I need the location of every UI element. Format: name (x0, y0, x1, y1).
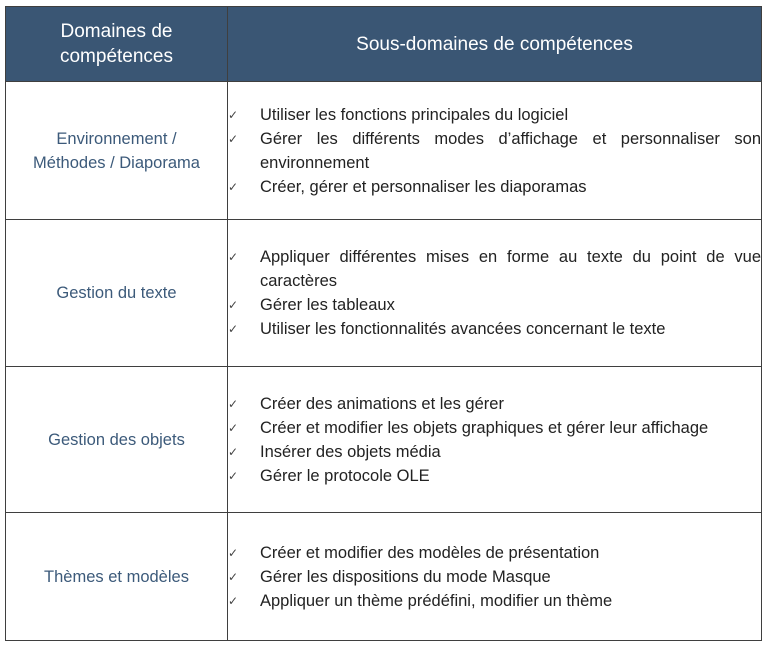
list-item (228, 541, 761, 565)
header-sous-domaines: Sous-domaines de compétences (228, 7, 762, 82)
domain-label-line2: Méthodes / Diaporama (33, 153, 200, 172)
list-item (228, 127, 761, 175)
check-icon: ✓ (228, 322, 239, 336)
subdomain-list (228, 103, 761, 199)
header-row (6, 7, 762, 82)
list-item-text: Utiliser les fonctions principales du logiciel (260, 105, 569, 124)
list-item (228, 464, 761, 488)
subdomain-cell (228, 82, 762, 220)
list-item-text: Gérer les dispositions du mode Masque (260, 567, 551, 586)
header-domaines-line2: compétences (59, 46, 173, 67)
list-item (228, 317, 761, 341)
table-row (6, 82, 762, 220)
list-item (228, 293, 761, 317)
domain-cell (6, 82, 228, 220)
domain-cell (6, 220, 228, 367)
domain-cell (6, 367, 228, 513)
table-row (6, 367, 762, 513)
subdomain-list (228, 392, 761, 488)
check-icon: ✓ (228, 569, 239, 584)
domain-label-line1: Thèmes et modèles (44, 567, 189, 586)
list-item (228, 245, 761, 293)
competences-table (5, 6, 762, 641)
check-icon: ✓ (228, 444, 239, 459)
subdomain-cell (228, 367, 762, 513)
subdomain-list (228, 245, 761, 341)
check-icon: ✓ (228, 107, 239, 122)
list-item (228, 103, 761, 127)
list-item-text: Insérer des objets média (260, 442, 441, 461)
domain-label-line1: Gestion du texte (56, 284, 177, 302)
list-item-text: Gérer les tableaux (260, 296, 395, 314)
list-item-text: Utiliser les fonctionnalités avancées concernant le texte (260, 320, 666, 338)
list-item-text: Appliquer un thème prédéfini, modifier un thème (260, 591, 613, 610)
check-icon: ✓ (228, 420, 239, 435)
list-item-text: Appliquer différentes mises en forme au texte du point de vue caractères (260, 248, 761, 290)
list-item (228, 440, 761, 464)
list-item-text: Créer et modifier des modèles de présentation (260, 543, 600, 562)
domain-label-line1: Environnement / (56, 129, 177, 148)
check-icon: ✓ (228, 396, 239, 411)
check-icon: ✓ (228, 298, 239, 312)
list-item-text: Créer des animations et les gérer (260, 394, 504, 413)
table-row (6, 513, 762, 641)
check-icon: ✓ (228, 545, 239, 560)
list-item-text: Gérer le protocole OLE (260, 466, 430, 485)
list-item (228, 416, 761, 440)
check-icon: ✓ (228, 593, 239, 608)
list-item-text: Créer et modifier les objets graphiques et gérer leur affichage (260, 418, 709, 437)
subdomain-cell (228, 513, 762, 641)
header-domaines (6, 7, 228, 82)
check-icon: ✓ (228, 468, 239, 483)
check-icon: ✓ (228, 131, 239, 146)
check-icon: ✓ (228, 250, 239, 264)
subdomain-cell (228, 220, 762, 367)
check-icon: ✓ (228, 179, 239, 194)
domain-cell (6, 513, 228, 641)
table-row (6, 220, 762, 367)
list-item-text: Créer, gérer et personnaliser les diaporamas (260, 177, 587, 196)
header-domaines-line1: Domaines de (60, 21, 173, 42)
list-item (228, 392, 761, 416)
list-item (228, 175, 761, 199)
subdomain-list (228, 541, 761, 613)
domain-label-line1: Gestion des objets (48, 430, 185, 449)
list-item (228, 565, 761, 589)
list-item-text: Gérer les différents modes d’affichage et personnaliser son environnement (260, 129, 761, 172)
list-item (228, 589, 761, 613)
